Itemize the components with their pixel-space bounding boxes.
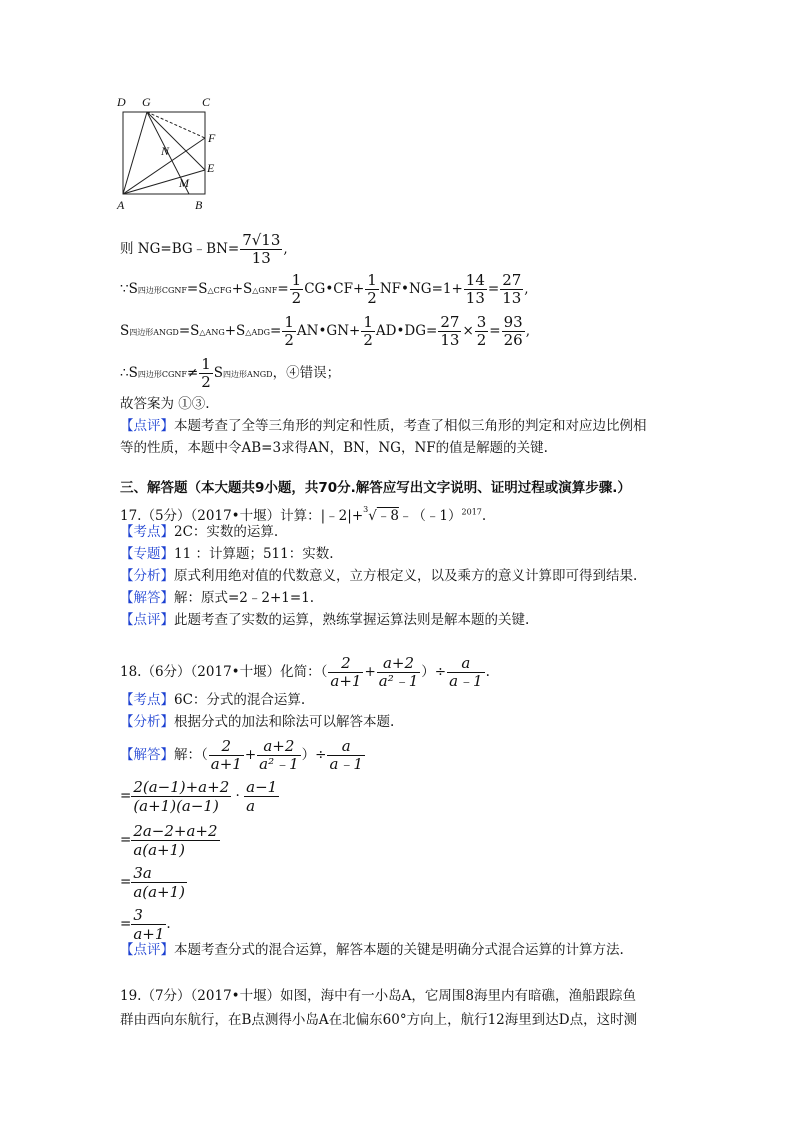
kaodian-tag: 【考点】 xyxy=(120,524,174,540)
s1-sub2: △CFG xyxy=(207,286,232,295)
q18-step1 xyxy=(120,778,279,815)
review1-line1 xyxy=(120,416,647,436)
s2-prefix: S xyxy=(120,323,130,339)
label-n: N xyxy=(161,144,170,158)
q17-dianping xyxy=(120,610,529,630)
half-den: 2 xyxy=(201,373,211,391)
s1-prefix: ∵S xyxy=(120,281,138,297)
s2-half-a xyxy=(282,314,296,349)
frac1-num: 2 xyxy=(328,655,363,673)
half-den: 2 xyxy=(363,331,373,349)
frac2-num: a+2 xyxy=(377,655,421,673)
s1-half-a xyxy=(290,272,304,307)
q18-jieda xyxy=(120,738,366,773)
f13: 13 xyxy=(465,289,485,307)
q18-frac3 xyxy=(447,655,485,690)
kaodian-tag: 【考点】 xyxy=(120,692,174,708)
q18-frac1 xyxy=(328,655,363,690)
s2-sub2: △ANG xyxy=(199,328,225,337)
eq: = xyxy=(120,788,132,804)
q17-zhuanti xyxy=(120,544,334,564)
dot: . xyxy=(485,664,490,680)
q17-head: 17.（5分）（2017•十堰）计算：|﹣2|+ xyxy=(120,508,364,524)
frac1-num: 2 xyxy=(209,738,244,756)
label-a: A xyxy=(117,198,125,212)
frac1-den: a+1 xyxy=(330,672,362,690)
label-g: G xyxy=(142,95,151,109)
fenxi-text: 根据分式的加法和除法可以解答本题. xyxy=(174,714,395,730)
step1-num: 2(a−1)+a+2 xyxy=(133,778,230,796)
label-c: C xyxy=(202,95,211,109)
segment-gf-dashed xyxy=(147,112,205,138)
q18-step3 xyxy=(120,864,187,901)
fenxi-tag: 【分析】 xyxy=(120,568,174,584)
frac3-num: a xyxy=(447,655,485,673)
q17-stem: 17.（5分）（2017•十堰）计算：|﹣2|+$^3$√﹣8﹣（﹣1）$^{2017}$. xyxy=(120,505,487,524)
dianping-text: 本题考查分式的混合运算，解答本题的关键是明确分式混合运算的计算方法. xyxy=(174,942,624,958)
jieda-frac1 xyxy=(209,738,244,773)
ng-den: 13 xyxy=(251,249,271,267)
q18-head: 18.（6分）（2017•十堰）化简：（ xyxy=(120,664,328,680)
dianping-text: 此题考查了实数的运算，熟练掌握运算法则是解本题的关键. xyxy=(174,612,530,628)
label-m: M xyxy=(179,176,189,190)
q19-line1: 19.（7分）（2017•十堰）如图，海中有一小岛A，它周围8海里内有暗礁，渔船跟踪鱼 xyxy=(120,988,636,1004)
half-num: 1 xyxy=(201,355,211,373)
frac3-den: a﹣1 xyxy=(329,755,363,773)
ng-text: 则 NG=BG﹣BN= xyxy=(120,241,240,257)
kaodian-text: 6C：分式的混合运算. xyxy=(174,692,306,708)
area-angd-line: S四边形ANGD=S△ANG+S△ADG= $\frac{1}{2}$ AN•GN+ $\frac{1}{2}$ AD•DG= $\frac{27}{13}$ × $\frac{3}{2}$ = $\frac{93}{26}$ , xyxy=(120,313,530,349)
zhuanti-text: 11 ：计算题；511：实数. xyxy=(174,546,334,562)
step2-frac xyxy=(131,822,219,859)
jieda-text: 解：原式=2﹣2+1=1. xyxy=(174,590,315,606)
close: ）÷ xyxy=(421,664,447,680)
label-b: B xyxy=(195,198,203,212)
s3-half xyxy=(199,356,213,391)
plus: + xyxy=(244,747,257,763)
jieda-frac2 xyxy=(257,738,301,773)
q18-dianping xyxy=(120,940,624,960)
label-d: D xyxy=(117,95,126,109)
frac1-den: a+1 xyxy=(210,755,242,773)
frac-93-26 xyxy=(502,314,525,349)
s3-sub1: 四边形CGNF xyxy=(137,370,187,379)
q18-step4: = $\frac{3}{a+1}$ . xyxy=(120,906,171,943)
frac3-num: a xyxy=(327,738,365,756)
fenxi-text: 原式利用绝对值的代数意义，立方根定义，以及乘方的意义计算即可得到结果. xyxy=(174,568,638,584)
frac2-den: a²﹣1 xyxy=(259,755,299,773)
step2-num: 2a−2+a+2 xyxy=(133,822,218,840)
half-den: 2 xyxy=(291,289,302,307)
step1-dot: · xyxy=(235,788,240,804)
f93: 93 xyxy=(503,313,523,331)
segment-ae xyxy=(123,170,205,194)
s3-s: S xyxy=(213,365,224,381)
s3-sub2: 四边形ANGD xyxy=(223,370,273,379)
half-num: 1 xyxy=(363,313,373,331)
s3-neq: ≠ xyxy=(186,365,199,381)
close: ）÷ xyxy=(301,747,327,763)
q18-kaodian xyxy=(120,690,305,710)
s1-sub3: △GNF xyxy=(252,286,278,295)
dianping-tag: 【点评】 xyxy=(120,612,174,628)
f14: 14 xyxy=(465,271,485,289)
frac2-num: a+2 xyxy=(257,738,301,756)
s2-mid: AN•GN+ xyxy=(296,323,361,339)
step3-frac xyxy=(131,864,187,901)
eq: = xyxy=(120,916,132,932)
s2-eq: =S xyxy=(178,323,200,339)
kaodian-text: 2C：实数的运算. xyxy=(174,524,279,540)
fenxi-tag: 【分析】 xyxy=(120,714,174,730)
q18-step2 xyxy=(120,822,220,859)
review1-line2: 等的性质，本题中令AB=3求得AN，BN，NG，NF的值是解题的关键. xyxy=(120,440,548,456)
s2-half-b xyxy=(361,314,375,349)
segment-ge xyxy=(147,112,205,170)
f2: 2 xyxy=(476,331,487,349)
frac-27-13 xyxy=(500,272,523,307)
plus: + xyxy=(364,664,376,680)
q19-line2: 群由西向东航行，在B点测得小岛A在北偏东60°方向上，航行12海里到达D点，这时测 xyxy=(120,1012,638,1028)
q18-frac2 xyxy=(377,655,421,690)
half-den: 2 xyxy=(367,289,377,307)
segment-ag xyxy=(123,112,147,194)
area-compare-line xyxy=(120,356,340,391)
frac2-den: a²﹣1 xyxy=(378,672,419,690)
step2-den: a(a+1) xyxy=(133,841,186,859)
eq: = xyxy=(120,874,132,890)
step1-den: (a+1)(a−1) xyxy=(133,797,219,815)
s3-prefix: ∴S xyxy=(120,365,138,381)
f13: 13 xyxy=(502,289,522,307)
jieda-text: 解：（ xyxy=(174,747,208,763)
review-tag: 【点评】 xyxy=(120,418,174,434)
q18-fenxi xyxy=(120,712,394,732)
f3: 3 xyxy=(476,313,487,331)
s3-end: ，④错误； xyxy=(272,365,341,381)
frac-3-2 xyxy=(475,314,489,349)
s1-half-b xyxy=(365,272,379,307)
q17-exp: 2017 xyxy=(461,507,482,517)
step1-frac2 xyxy=(244,778,279,815)
q17-tail: ﹣（﹣1） xyxy=(398,508,462,524)
area-cgnf-line: ∵S四边形CGNF=S△CFG+S△GNF= $\frac{1}{2}$ CG•CF+ $\frac{1}{2}$ NF•NG=1+ $\frac{14}{13}$ = $\frac{27}{13}$ , xyxy=(120,271,529,307)
s2-mid2: AD•DG= xyxy=(375,323,438,339)
f27: 27 xyxy=(502,271,522,289)
step4-den: a+1 xyxy=(133,925,165,943)
label-f: F xyxy=(208,131,216,145)
s2-sub3: △ADG xyxy=(245,328,271,337)
s1-eq: =S xyxy=(186,281,208,297)
label-e: E xyxy=(207,161,215,175)
step1-frac xyxy=(131,778,231,815)
half-num: 1 xyxy=(291,271,302,289)
f13: 13 xyxy=(440,331,460,349)
geometry-figure xyxy=(115,92,225,214)
step4-num: 3 xyxy=(131,906,166,925)
s1-eq2: = xyxy=(277,281,289,297)
s1-mid: CG•CF+ xyxy=(304,281,365,297)
s2-eq2: = xyxy=(270,323,282,339)
q17-jieda xyxy=(120,588,314,608)
q17-root: ﹣8 xyxy=(376,508,399,524)
eq: = xyxy=(120,832,132,848)
q17-dot: . xyxy=(481,508,487,524)
step1-num2: a−1 xyxy=(246,778,278,796)
q17-fenxi xyxy=(120,566,637,586)
q17-kaodian xyxy=(120,522,278,542)
section3-heading: 三、解答题（本大题共9小题，共70分.解答应写出文字说明、证明过程或演算步骤.） xyxy=(120,480,631,496)
half-num: 1 xyxy=(284,313,294,331)
ng-num: 7√13 xyxy=(242,231,281,249)
step4-frac xyxy=(131,906,166,943)
s1-plus: +S xyxy=(231,281,253,297)
half-num: 1 xyxy=(367,271,377,289)
s2-plus: +S xyxy=(224,323,246,339)
s1-sub1: 四边形CGNF xyxy=(137,286,187,295)
step1-den2: a xyxy=(246,797,256,815)
answer-line: 故答案为 ①③. xyxy=(120,396,210,412)
f27: 27 xyxy=(440,313,460,331)
step3-num: 3a xyxy=(131,864,187,883)
step3-den: a(a+1) xyxy=(133,883,186,901)
frac-27-13b xyxy=(438,314,461,349)
f26: 26 xyxy=(503,331,523,349)
ng-line: 则 NG=BG﹣BN= $\frac{7√13}{13}$ , xyxy=(120,231,288,267)
s1-mid2: NF•NG=1+ xyxy=(379,281,463,297)
dianping-tag: 【点评】 xyxy=(120,942,174,958)
jieda-tag: 【解答】 xyxy=(120,747,174,763)
jieda-tag: 【解答】 xyxy=(120,590,174,606)
s2-sub1: 四边形ANGD xyxy=(129,328,179,337)
jieda-frac3 xyxy=(327,738,365,773)
half-den: 2 xyxy=(284,331,294,349)
frac-14-13 xyxy=(464,272,487,307)
zhuanti-tag: 【专题】 xyxy=(120,546,174,562)
ng-fraction xyxy=(240,232,282,267)
frac3-den: a﹣1 xyxy=(449,672,483,690)
q18-stem xyxy=(120,655,490,690)
review-text: 本题考查了全等三角形的判定和性质，考查了相似三角形的判定和对应边比例相 xyxy=(174,418,647,434)
